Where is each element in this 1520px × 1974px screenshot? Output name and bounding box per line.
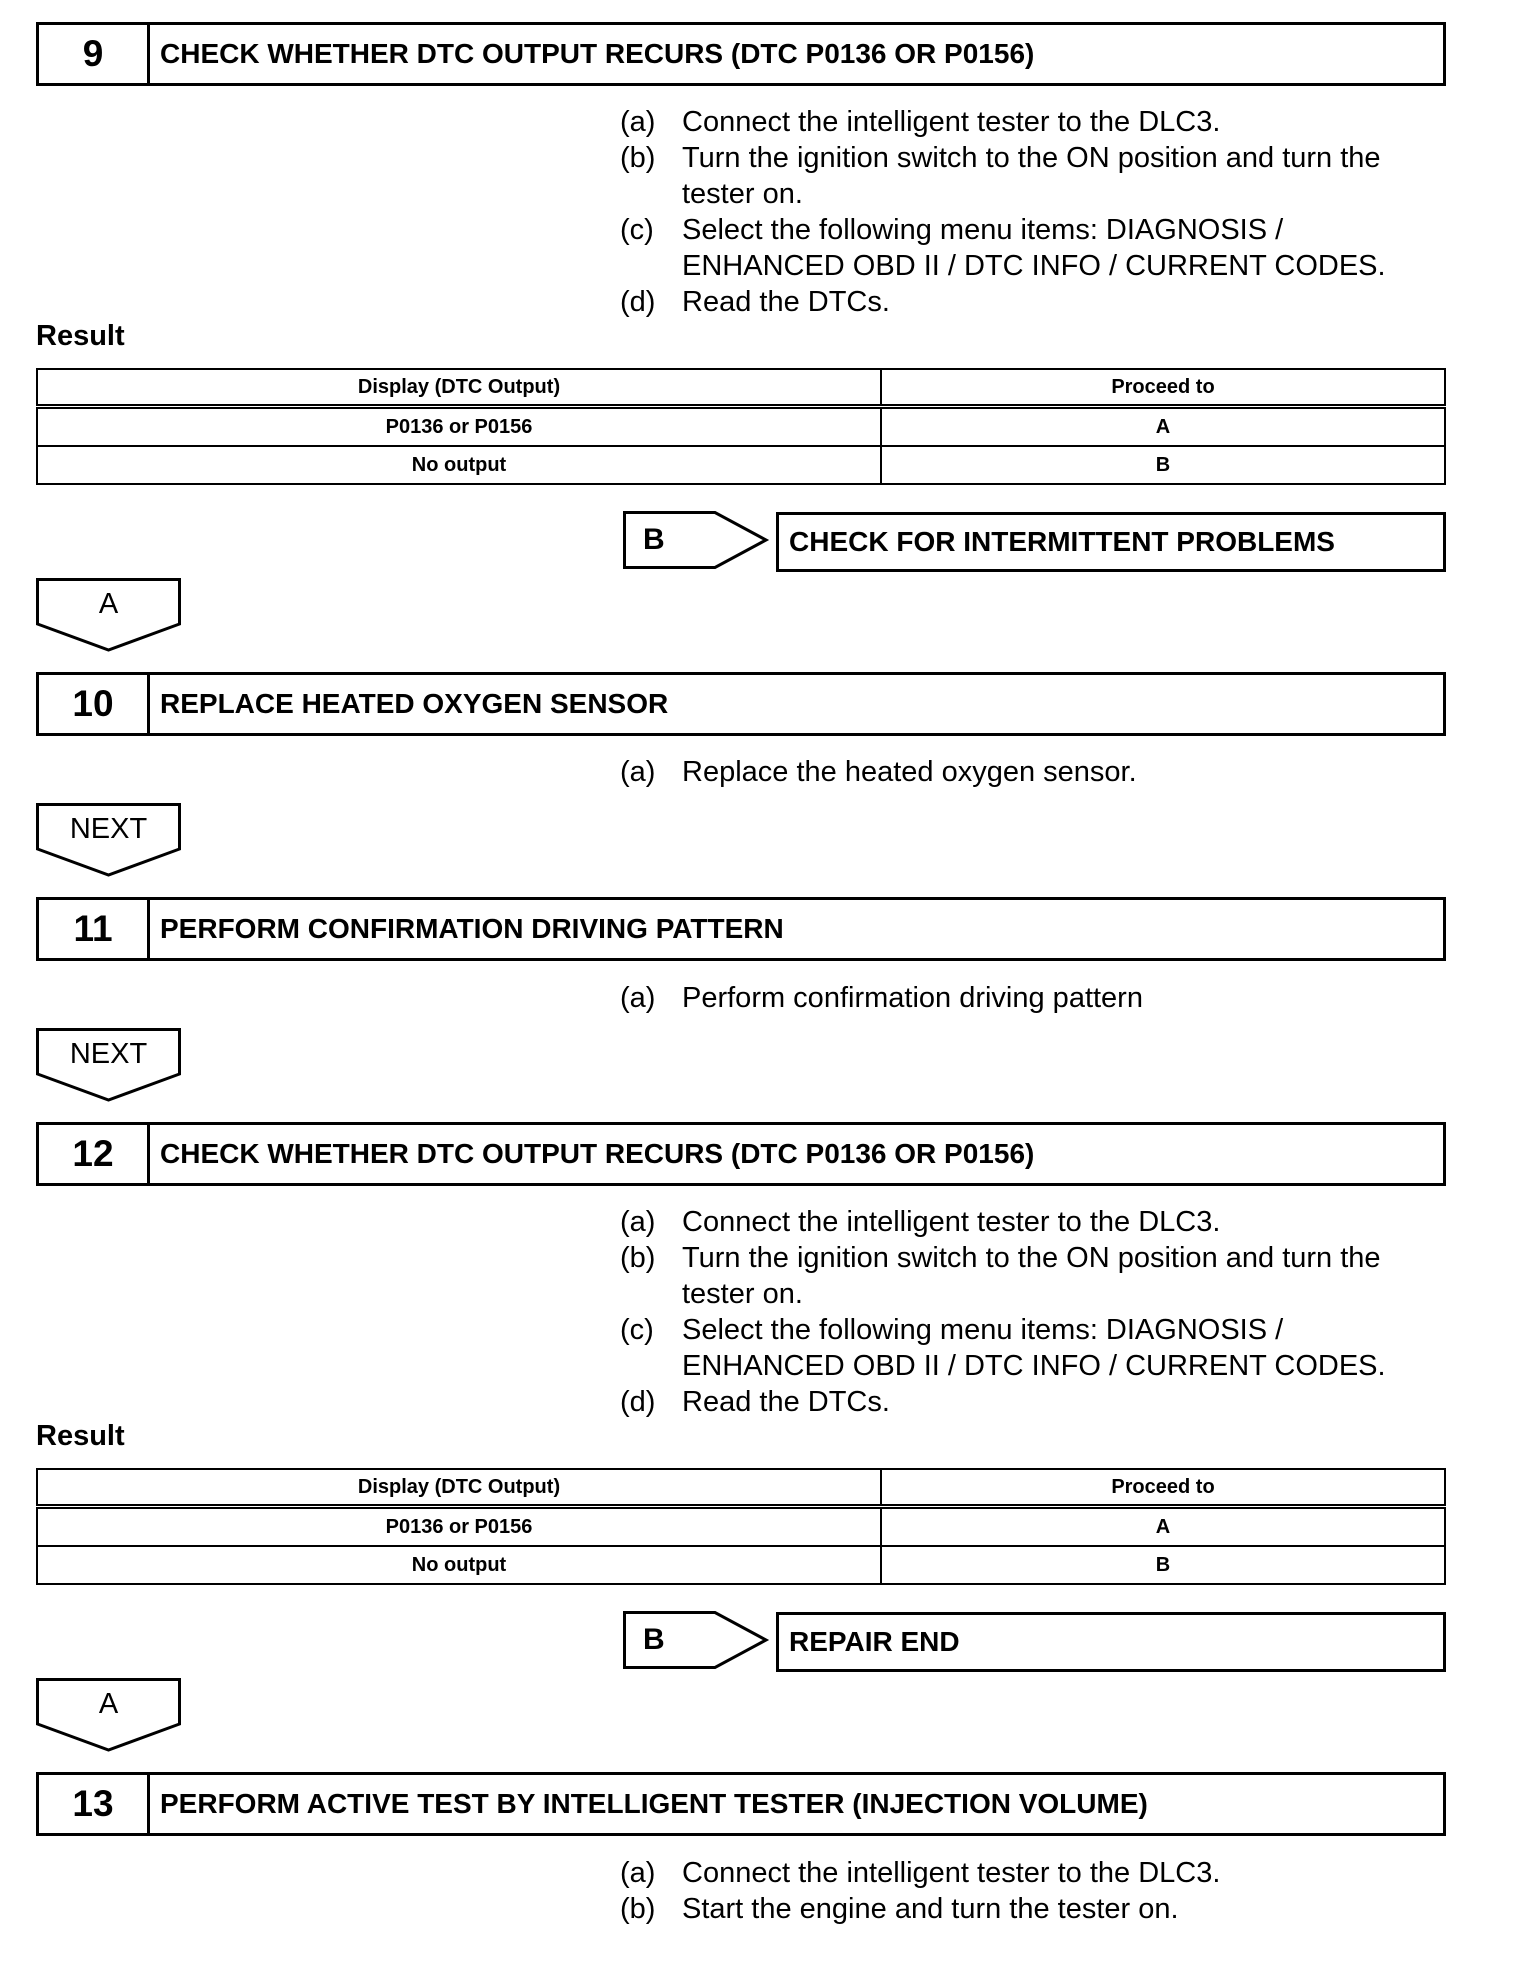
step-number: 10 xyxy=(39,675,150,733)
branch-target: REPAIR END xyxy=(776,1612,1446,1672)
next-chevron-a: A xyxy=(36,578,181,652)
step-10-instructions xyxy=(620,754,1440,790)
instruction-item: (a) Replace the heated oxygen sensor. xyxy=(620,756,1137,788)
instruction-item: (c) Select the following menu items: DIAGNOSIS / ENHANCED OBD II / DTC INFO / CURRENT CODES. xyxy=(620,214,1386,282)
step-9-header xyxy=(36,22,1446,86)
step-11-header xyxy=(36,897,1446,961)
step-13-instructions xyxy=(620,1855,1440,1927)
step-title: CHECK WHETHER DTC OUTPUT RECURS (DTC P0136 OR P0156) xyxy=(160,1138,1035,1169)
step-number: 13 xyxy=(39,1775,150,1833)
result-table xyxy=(36,368,1446,485)
step-12-instructions xyxy=(620,1204,1440,1420)
instruction-item: (a) Connect the intelligent tester to the DLC3. xyxy=(620,1857,1221,1889)
next-chevron: NEXT xyxy=(36,1028,181,1102)
branch-arrow-b: B xyxy=(623,511,768,569)
instruction-item: (a) Perform confirmation driving pattern xyxy=(620,982,1143,1014)
table-header-row: Display (DTC Output) Proceed to xyxy=(37,1469,1445,1507)
instruction-item: (d) Read the DTCs. xyxy=(620,1386,890,1418)
table-header-row: Display (DTC Output) Proceed to xyxy=(37,369,1445,407)
table-row: No output B xyxy=(37,446,1445,484)
instruction-item: (c) Select the following menu items: DIAGNOSIS / ENHANCED OBD II / DTC INFO / CURRENT CODES. xyxy=(620,1314,1386,1382)
step-title: REPLACE HEATED OXYGEN SENSOR xyxy=(160,688,669,719)
step-title: CHECK WHETHER DTC OUTPUT RECURS (DTC P0136 OR P0156) xyxy=(160,38,1035,69)
step-13-header xyxy=(36,1772,1446,1836)
next-chevron-a: A xyxy=(36,1678,181,1752)
table-row: P0136 or P0156 A xyxy=(37,1507,1445,1547)
step-number: 11 xyxy=(39,900,150,958)
table-row: P0136 or P0156 A xyxy=(37,407,1445,447)
step-number: 12 xyxy=(39,1125,150,1183)
branch-target: CHECK FOR INTERMITTENT PROBLEMS xyxy=(776,512,1446,572)
result-table xyxy=(36,1468,1446,1585)
result-label: Result xyxy=(36,1420,125,1452)
step-title: PERFORM ACTIVE TEST BY INTELLIGENT TESTER (INJECTION VOLUME) xyxy=(160,1788,1148,1819)
branch-arrow-b: B xyxy=(623,1611,768,1669)
next-chevron: NEXT xyxy=(36,803,181,877)
instruction-item: (a) Connect the intelligent tester to the DLC3. xyxy=(620,106,1221,138)
step-12-header xyxy=(36,1122,1446,1186)
instruction-item: (b) Start the engine and turn the tester on. xyxy=(620,1893,1179,1925)
instruction-item: (d) Read the DTCs. xyxy=(620,286,890,318)
step-9-instructions xyxy=(620,104,1440,320)
result-label: Result xyxy=(36,320,125,352)
instruction-item: (b) Turn the ignition switch to the ON position and turn the tester on. xyxy=(620,142,1381,210)
instruction-item: (a) Connect the intelligent tester to the DLC3. xyxy=(620,1206,1221,1238)
instruction-item: (b) Turn the ignition switch to the ON position and turn the tester on. xyxy=(620,1242,1381,1310)
step-11-instructions xyxy=(620,980,1440,1016)
step-number: 9 xyxy=(39,25,150,83)
step-10-header xyxy=(36,672,1446,736)
step-title: PERFORM CONFIRMATION DRIVING PATTERN xyxy=(160,913,784,944)
table-row: No output B xyxy=(37,1546,1445,1584)
